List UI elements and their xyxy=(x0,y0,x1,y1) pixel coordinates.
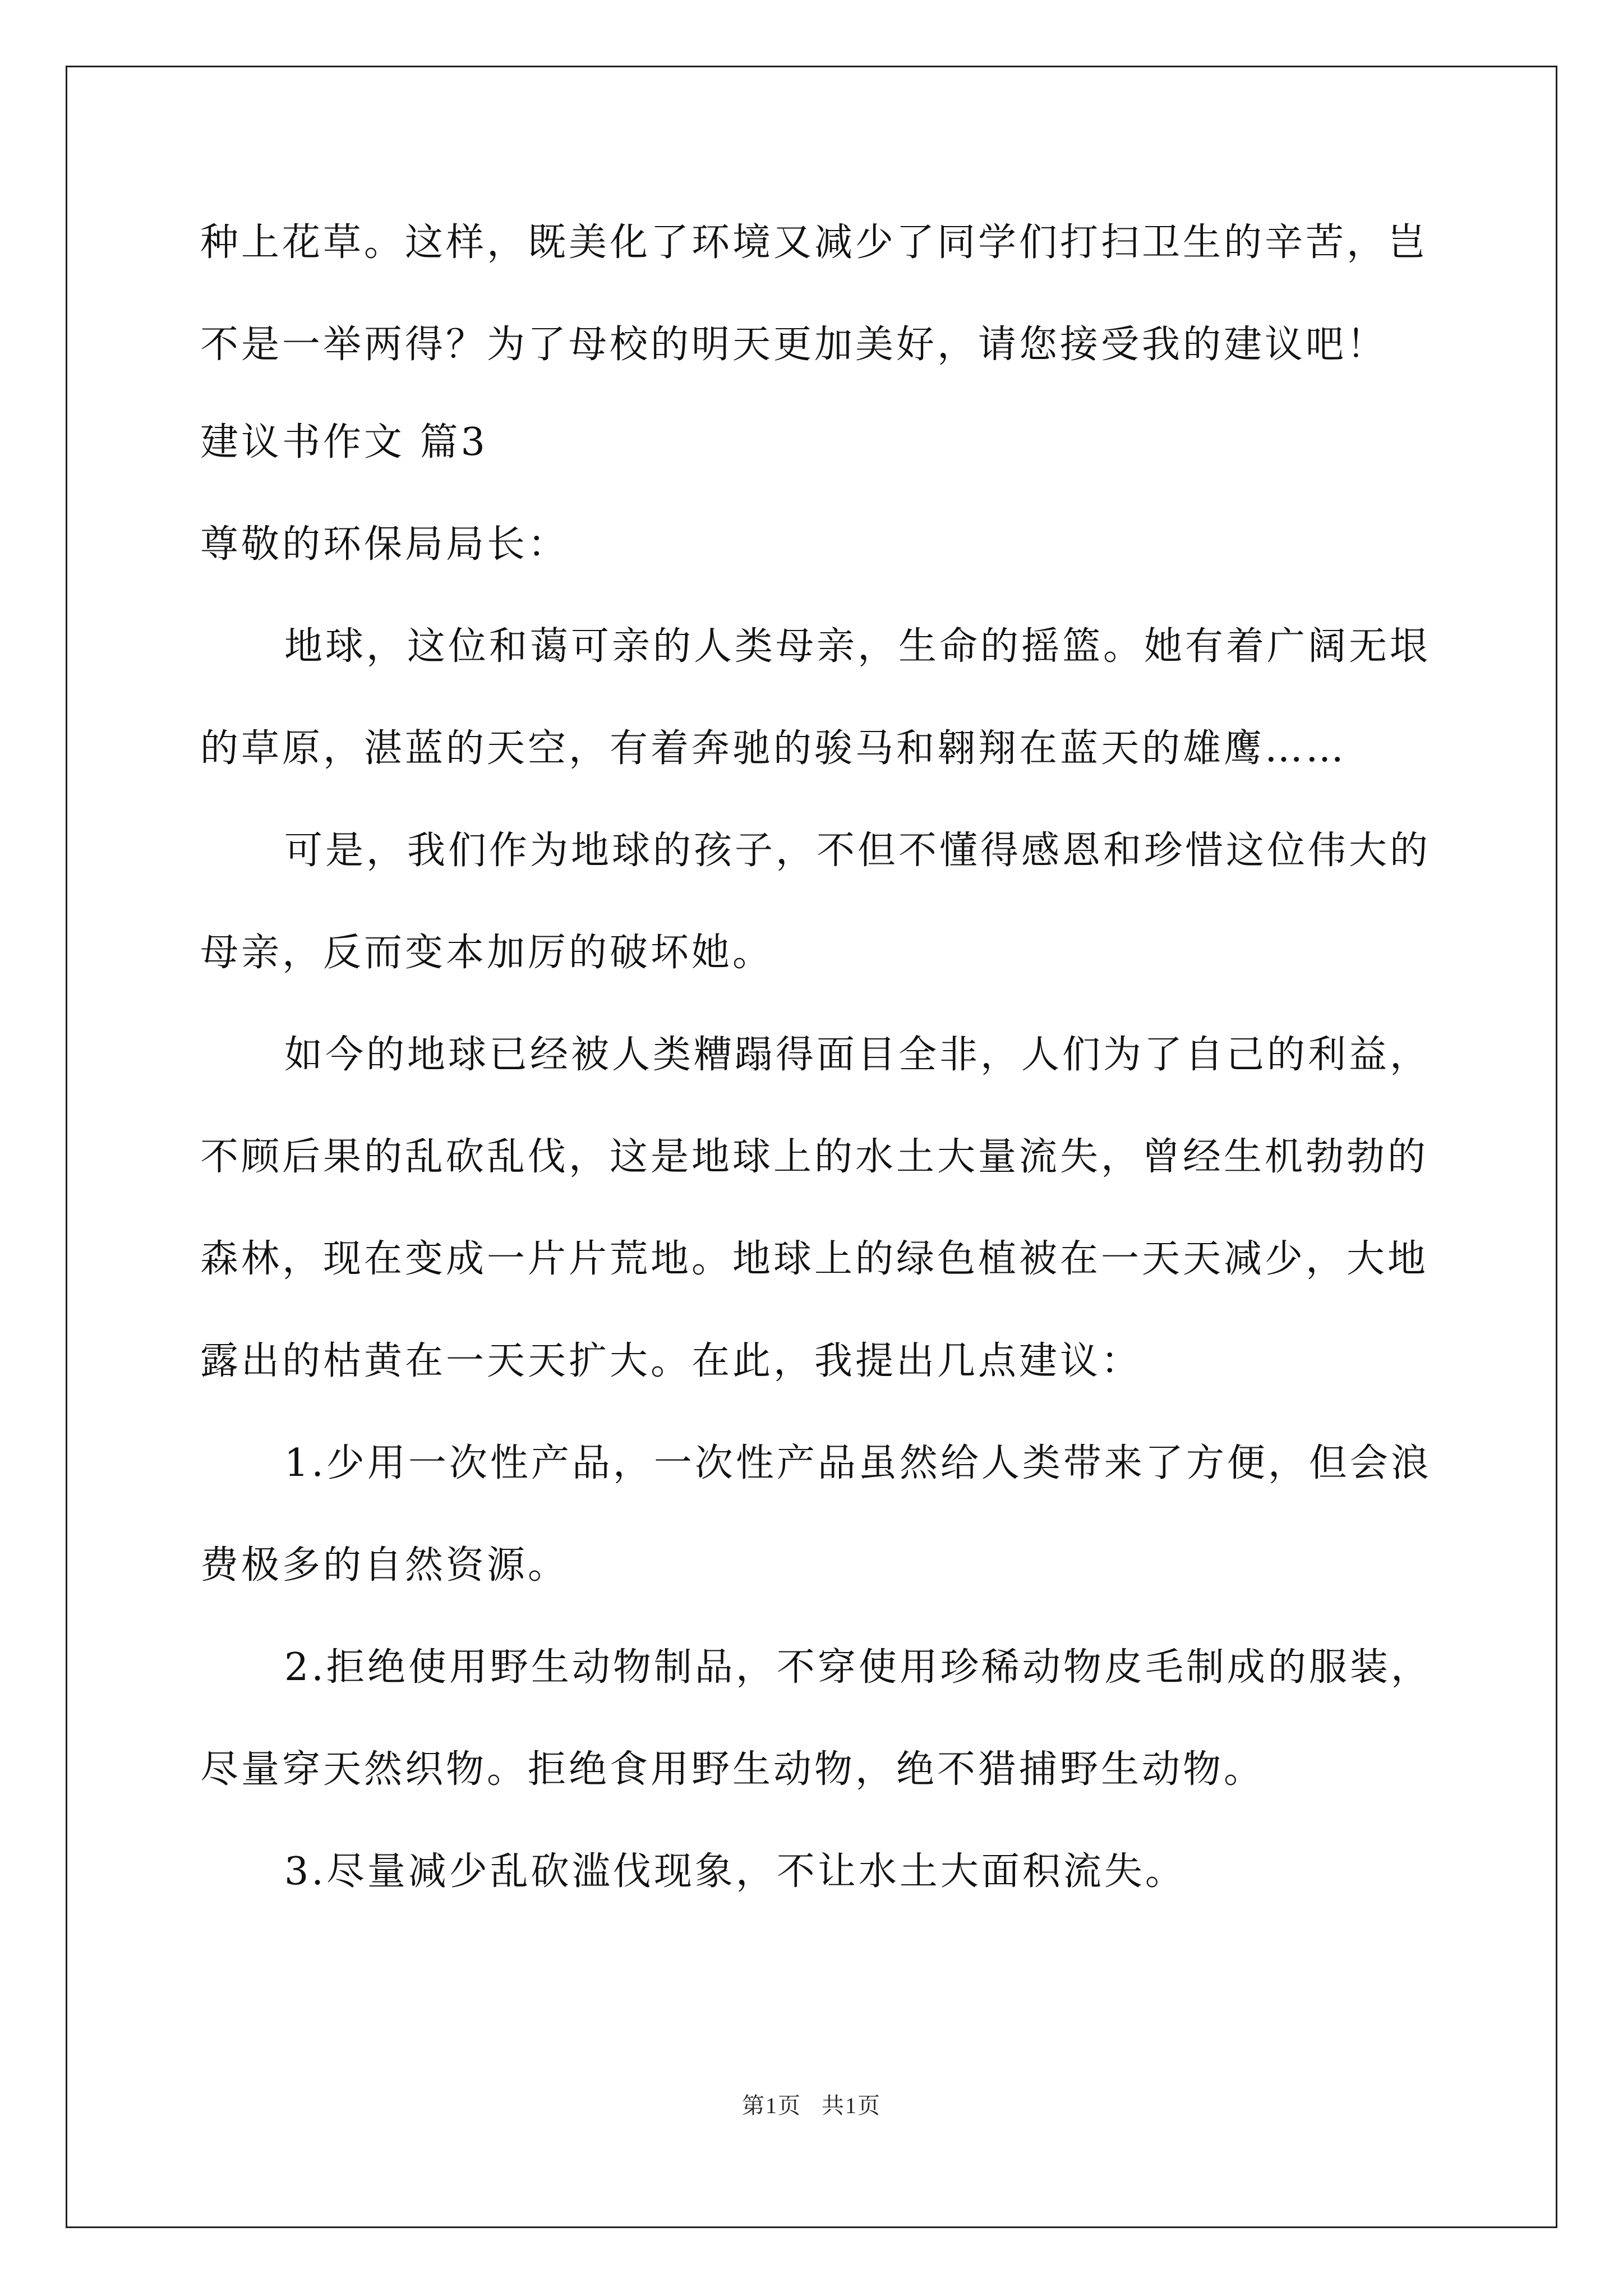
paragraph-line: 的草原，湛蓝的天空，有着奔驰的骏马和翱翔在蓝天的雄鹰…… xyxy=(200,726,1347,771)
list-item: 1.少用一次性产品，一次性产品虽然给人类带来了方便，但会浪 xyxy=(284,1441,1432,1485)
paragraph-line: 不顾后果的乱砍乱伐，这是地球上的水土大量流失，曾经生机勃勃的 xyxy=(200,1135,1429,1179)
list-item: 3.尽量减少乱砍滥伐现象，不让水土大面积流失。 xyxy=(284,1849,1186,1894)
list-item: 费极多的自然资源。 xyxy=(200,1543,569,1588)
list-item: 尽量穿天然织物。拒绝食用野生动物，绝不猎捕野生动物。 xyxy=(200,1747,1265,1792)
list-item: 2.拒绝使用野生动物制品，不穿使用珍稀动物皮毛制成的服装， xyxy=(284,1645,1432,1690)
page-number-footer xyxy=(0,2088,1623,2120)
section-heading: 建议书作文 篇3 xyxy=(200,420,488,464)
paragraph-line: 地球，这位和蔼可亲的人类母亲，生命的摇篮。她有着广阔无垠 xyxy=(284,624,1431,669)
paragraph-line: 露出的枯黄在一天天扩大。在此，我提出几点建议： xyxy=(200,1339,1142,1383)
salutation: 尊敬的环保局局长： xyxy=(200,522,569,567)
paragraph-line: 可是，我们作为地球的孩子，不但不懂得感恩和珍惜这位伟大的 xyxy=(284,829,1431,873)
document-body xyxy=(200,218,1432,1897)
paragraph-line: 母亲，反而变本加厉的破坏她。 xyxy=(200,931,774,975)
paragraph-line: 如今的地球已经被人类糟蹋得面目全非，人们为了自己的利益， xyxy=(284,1033,1431,1077)
paragraph-line: 森林，现在变成一片片荒地。地球上的绿色植被在一天天减少，大地 xyxy=(200,1237,1429,1281)
page-number-text: 第1页 共1页 xyxy=(742,2093,881,2118)
text-line: 种上花草。这样，既美化了环境又减少了同学们打扫卫生的辛苦，岂 xyxy=(200,220,1429,265)
text-line: 不是一举两得？为了母校的明天更加美好，请您接受我的建议吧！ xyxy=(200,323,1388,367)
